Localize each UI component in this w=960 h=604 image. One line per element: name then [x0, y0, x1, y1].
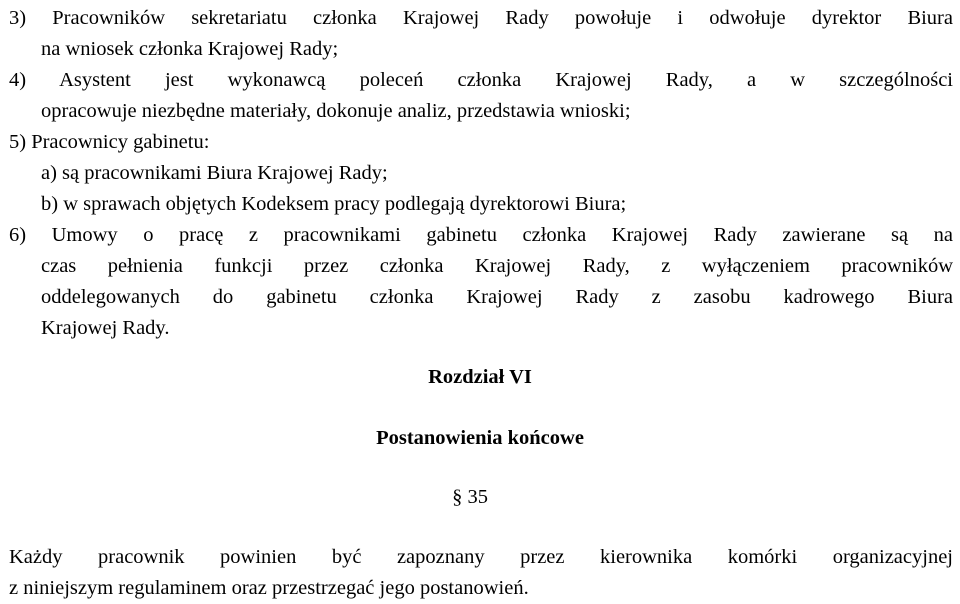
list-item-3-line-1: 3) Pracowników sekretariatu członka Krajowej Rady powołuje i odwołuje dyrektor Biura — [9, 7, 953, 29]
list-item-6-line-1: 6) Umowy o pracę z pracownikami gabinetu członka Krajowej Rady zawierane są na — [9, 224, 953, 246]
sub-item-a: a) są pracownikami Biura Krajowej Rady; — [41, 162, 388, 184]
list-item-4-line-1: 4) Asystent jest wykonawcą poleceń członka Krajowej Rady, a w szczególności — [9, 69, 953, 91]
list-item-5: 5) Pracownicy gabinetu: — [9, 131, 210, 153]
list-item-4-line-2: opracowuje niezbędne materiały, dokonuje analiz, przedstawia wnioski; — [41, 100, 631, 122]
list-item-6-line-2: czas pełnienia funkcji przez członka Krajowej Rady, z wyłączeniem pracowników — [41, 255, 953, 277]
final-paragraph-line-2: z niniejszym regulaminem oraz przestrzegać jego postanowień. — [9, 577, 529, 599]
paragraph-mark: § 35 — [452, 486, 488, 508]
sub-item-b: b) w sprawach objętych Kodeksem pracy podlegają dyrektorowi Biura; — [41, 193, 627, 215]
section-title: Postanowienia końcowe — [376, 427, 584, 449]
list-item-3-line-2: na wniosek członka Krajowej Rady; — [41, 38, 339, 60]
chapter-title: Rozdział VI — [428, 366, 532, 388]
list-item-6-line-4: Krajowej Rady. — [41, 317, 170, 339]
list-item-6-line-3: oddelegowanych do gabinetu członka Krajowej Rady z zasobu kadrowego Biura — [41, 286, 953, 308]
final-paragraph-line-1: Każdy pracownik powinien być zapoznany przez kierownika komórki organizacyjnej — [9, 546, 953, 568]
